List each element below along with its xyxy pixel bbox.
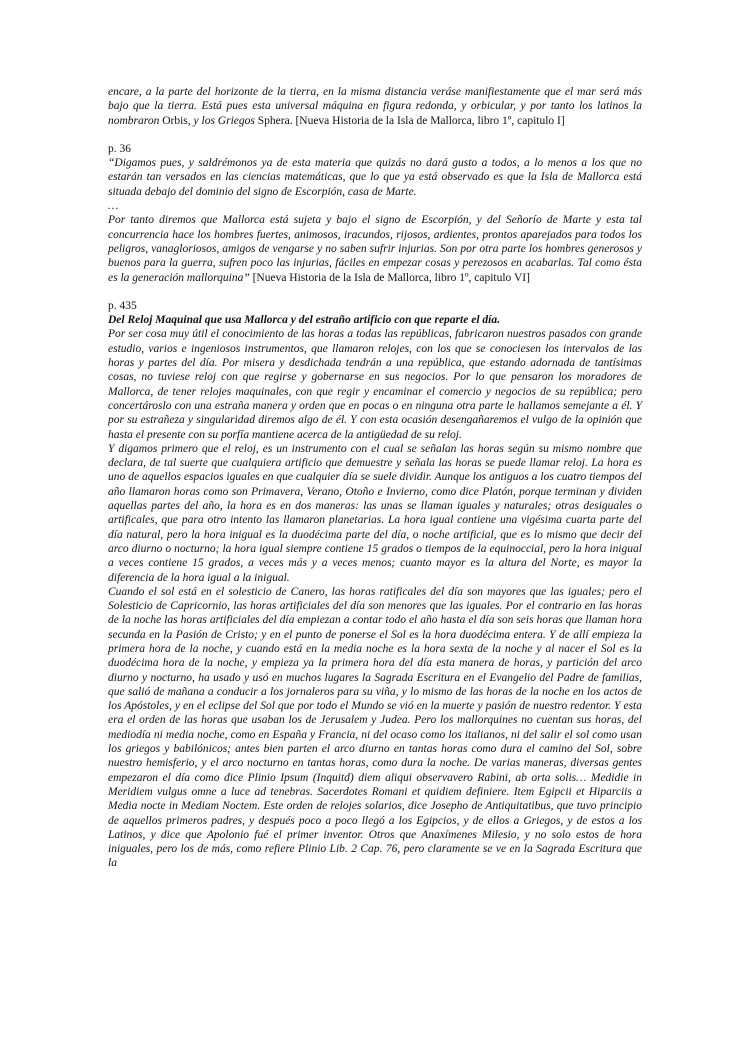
body-paragraph-1: Por ser cosa muy útil el conocimiento de las horas a todas las repúblicas, fabricaron nuestros pasados con grande estudio, varios e ingeniosos instrumentos, que llamaron relojes, con los que se conociesen los intervalos de las horas y partes del día. Por misera y desdichada tendrán a una república, que estando adornada de tantísimas cosas, no tuviese reloj con que regirse y gobernarse en sus negocios. Por lo que pensaron los moradores de Mallorca, de tener relojes maquinales, con que regir y encaminar el comercio y negocios de su república; pero concertároslo con una estraña manera y orden que en pocas o en ninguna otra parte le hallamos semejante a él. Y por su estrañeza y singularidad diremos algo de él. Y con esta ocasión desengañaremos el vulgo de la opinión que hasta el presente con su porfía mantiene acerca de la antigüedad de su reloj. (108, 328, 642, 441)
latin-word-sphera: Sphera (257, 114, 290, 127)
body-paragraph-2: Y digamos primero que el reloj, es un instrumento con el cual se señalan las horas según su mismo nombre que declara, de tal suerte que cualquiera artificio que demuestre y señala las horas se puede llamar reloj. La hora es uno de aquellos espacios iguales en que cualquier día se suele dividir. Aunque los antiguos a los cuatro tiempos del año llamaron horas como son Primavera, Verano, Otoño e Invierno, como dice Platón, porque terminan y dividen aquellas partes del año, la hora es en dos maneras: las unas se llaman iguales y naturales; otras desiguales o artificales, que para otro intento las llamaron planetarias. La hora igual contiene una vigésima cuarta parte del día natural, pero la hora inigual es la duodécima parte del día, o noche artificial, que es lo mismo que decir del arco diurno o nocturno; la hora igual siempre contiene 15 grados o tiempos de la equinoccial, pero la hora inigual a veces contiene 15 grados, a veces más y a veces menos; cuanto mayor es la altura del Norte, es mayor la diferencia de la hora igual a la inigual. (108, 442, 642, 584)
spacer (108, 128, 642, 142)
ellipsis: … (108, 200, 119, 213)
text-span: encare, a la parte del horizonte de la tierra, en la misma distancia veráse manifiestamente que el mar será más bajo que la tierra. Está pues esta universal máquina en figura redonda, y orbicular, y por tanto los latinos la nombraron (108, 86, 642, 127)
paragraph-orbis (108, 85, 642, 128)
spacer (108, 285, 642, 299)
section-heading: Del Reloj Maquinal que usa Mallorca y del estraño artificio con que reparte el día. (108, 314, 500, 327)
citation: [Nueva Historia de la Isla de Mallorca, libro 1º, capitulo VI] (249, 271, 530, 284)
quote-paragraph: “Digamos pues, y saldrémonos ya de esta materia que quizás no dará gusto a todos, a lo menos a los que no estarán tan versados en las ciencias matemáticas, que lo que ya está observado es que la Isla de Mallorca está situada debajo del dominio del signo de Escorpión, casa de Marte. (108, 157, 642, 198)
body-paragraph-3: Cuando el sol está en el solesticio de Canero, las horas ratificales del día son mayores que las iguales; pero el Solesticio de Capricornio, las horas artificiales del día son menores que las iguales. Por el contrario en las horas de la noche las horas artificiales del día empiezan a contar todo el año hasta el día son seis horas que llaman hora secunda en la Pasión de Cristo; y en el punto de ponerse el Sol es la hora duodécima entera. Y de allí empieza la primera hora de la noche, y cuando está en la media noche es la hora sexta de la noche y al nacer el Sol es la duodécima hora de la noche, y empieza ya la primera hora del día esta manera de horas, y partición del arco diurno y nocturno, ha usado y usó en muchos lugares la Sagrada Escritura en el Evangelio del Padre de familias, que salió de mañana a conducir a los jornaleros para su viña, y lo mismo de las horas de la noche en los actos de los Apóstoles, y en el eclipse del Sol que por todo el Mundo se vió en la muerte y pasión de nuestro redentor. Y esta era el orden de las horas que usaban los de Jerusalem y Judea. Pero los mallorquines no cuentan sus horas, del mediodía ni media noche, como en España y Francia, ni del ocaso como los italianos, ni del salir el sol como usan los griegos y babilónicos; antes bien parten el arco diurno en tantas horas como dura el camino del Sol, sobre nuestro hemisferio, y el arco nocturno en tantas horas, como dura la noche. De varias maneras, diversas gentes empezaron el día como dice Plinio Ipsum (Inquitd) diem aliqui observavero Rabini, ab orta solis… Medidie in Meridiem vulgus omne a luce ad tenebras. Sacerdotes Romani et quidiem definiere. Item Egipcii et Hiparciis a Media nocte in Mediam Noctem. Este orden de relojes solarios, dice Josepho de Antiquitatibus, que tuvo principio de aquellos primeros padres, y después poco a poco llegó a los Egipcios, y de ellos a Griegos, y de estos a los Latinos, y dice que Apolonio fué el primer inventor. Otros que Anaxímenes Milesio, y no solo estos de hora iniguales, pero los de más, como refiere Plinio Lib. 2 Cap. 76, pero claramente se ve en la Sagrada Escritura que la (108, 585, 642, 870)
page-number: p. 435 (108, 299, 137, 312)
text-span: , y los Griegos (187, 114, 258, 127)
document-page (108, 85, 642, 871)
latin-word-orbis: Orbis (162, 114, 188, 127)
page-number: p. 36 (108, 142, 131, 155)
citation: . [Nueva Historia de la Isla de Mallorca, libro 1º, capitulo I] (289, 114, 565, 127)
quote-text: Por tanto diremos que Mallorca está sujeta y bajo el signo de Escorpión, y del Señorío de Marte y esta tal concurrencia hace los hombres fuertes, animosos, iracundos, rijosos, ardientes, prontos aparejados para todos los peligros, vanagloriosos, amigos de vengarse y no saben sufrir injurias. Son por otra parte los hombres generosos y buenos para la guerra, sufren poco las injurias, fáciles en empezar cosas y perezosos en acabarlas. Tal como ésta es la generación mallorquina” (108, 214, 642, 284)
quote-paragraph-2 (108, 213, 642, 284)
